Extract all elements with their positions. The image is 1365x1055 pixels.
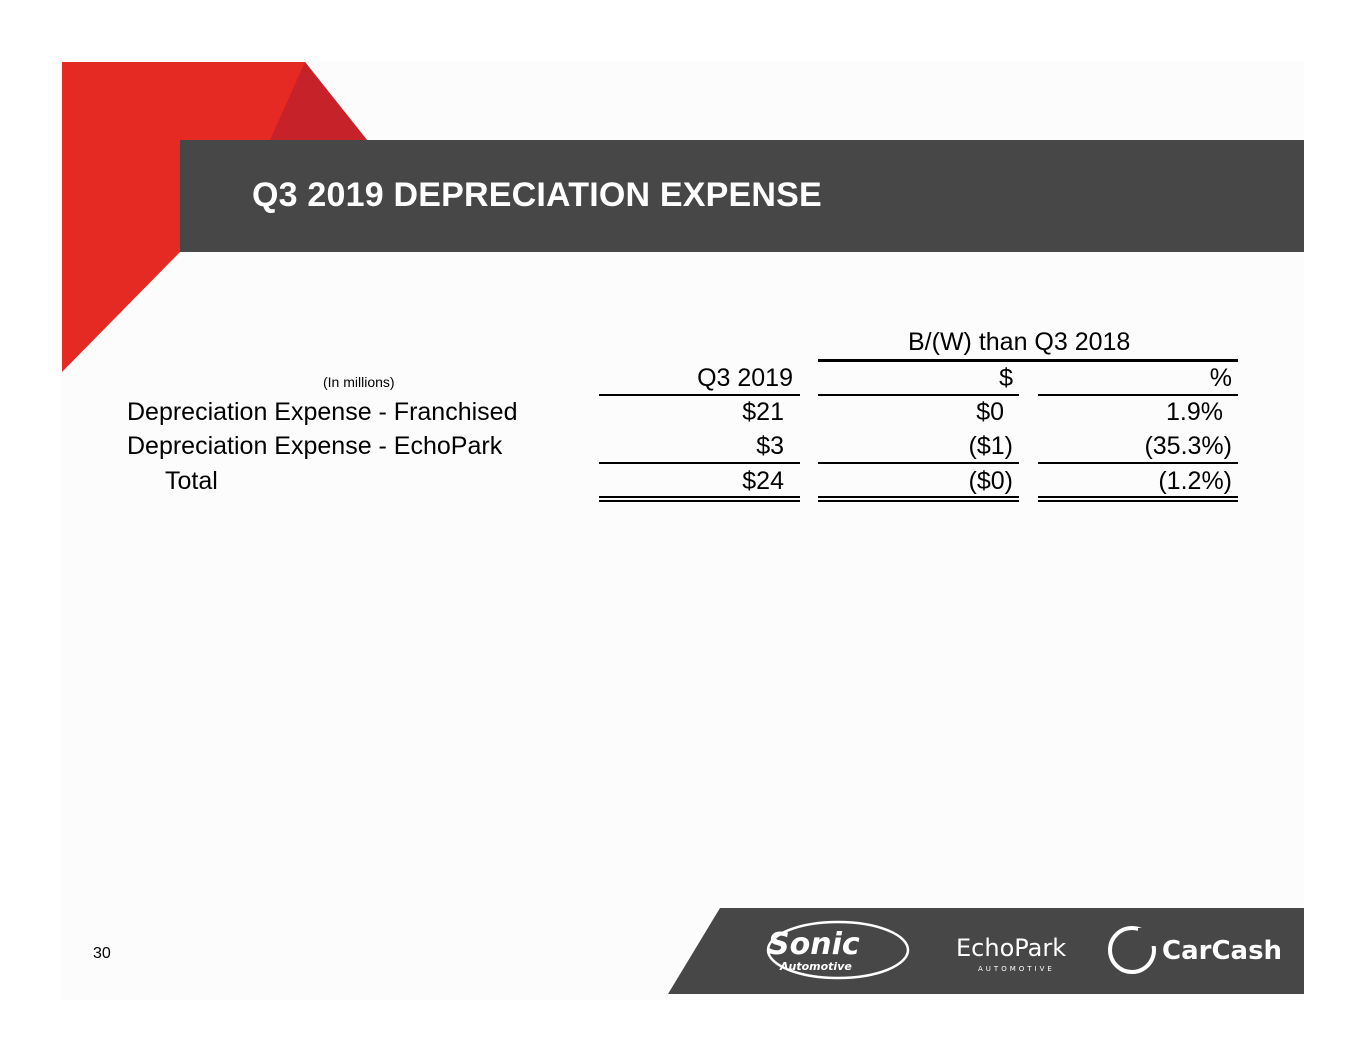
column-header-dollar: $ [999, 364, 1013, 392]
subtotal-rule [599, 462, 800, 464]
row-change-percent: 1.9% [1166, 398, 1223, 426]
group-header-rule [818, 359, 1238, 362]
column-header-percent: % [1209, 364, 1232, 392]
group-header: B/(W) than Q3 2018 [908, 328, 1131, 356]
total-change-dollar: ($0) [968, 467, 1013, 495]
total-double-rule [818, 500, 1019, 502]
total-change-percent: (1.2%) [1158, 467, 1232, 495]
header-rule [818, 394, 1019, 396]
sonic-logo-subtext: Automotive [780, 960, 852, 973]
echopark-logo-subtext: AUTOMOTIVE [978, 965, 1055, 973]
footer-logo-band [668, 908, 1304, 994]
sonic-logo-text: Sonic [768, 927, 860, 962]
subtotal-rule [1038, 462, 1238, 464]
total-double-rule [599, 496, 800, 498]
page-number: 30 [93, 945, 111, 962]
units-label: (In millions) [323, 374, 395, 390]
total-label: Total [165, 467, 218, 495]
total-double-rule [1038, 500, 1238, 502]
page-title: Q3 2019 DEPRECIATION EXPENSE [252, 176, 822, 214]
row-change-dollar: ($1) [968, 432, 1013, 460]
total-q3-2019-value: $24 [742, 467, 784, 495]
row-change-dollar: $0 [976, 398, 1004, 426]
row-q3-2019-value: $3 [756, 432, 784, 460]
total-double-rule [818, 496, 1019, 498]
row-label: Depreciation Expense - EchoPark [127, 432, 503, 460]
row-label: Depreciation Expense - Franchised [127, 398, 518, 426]
total-double-rule [1038, 496, 1238, 498]
total-double-rule [599, 500, 800, 502]
header-rule [599, 394, 800, 396]
carcash-logo-text: CarCash [1162, 936, 1283, 966]
subtotal-rule [818, 462, 1019, 464]
header-rule [1038, 394, 1238, 396]
row-change-percent: (35.3%) [1144, 432, 1232, 460]
row-q3-2019-value: $21 [742, 398, 784, 426]
column-header-q3-2019: Q3 2019 [697, 364, 793, 392]
echopark-logo-text: EchoPark [956, 934, 1067, 962]
